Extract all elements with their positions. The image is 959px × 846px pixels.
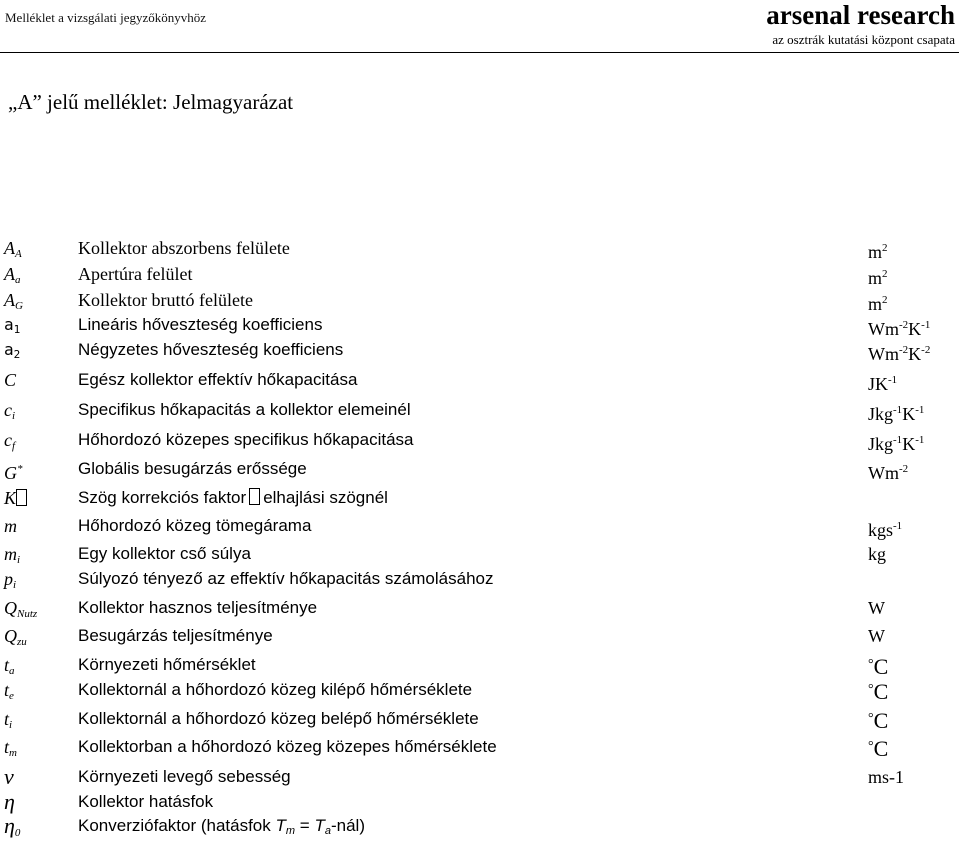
legend-row	[0, 427, 959, 453]
legend-symbol: $a_2$	[4, 340, 21, 361]
legend-symbol: $A_A$	[4, 238, 22, 260]
legend-description: Besugárzás teljesítménye	[78, 626, 273, 645]
legend-description: Kollektor hatásfok	[78, 792, 214, 811]
legend-unit: $Jkg^{-1}K^{-1}$	[868, 434, 925, 454]
legend-description: Hőhordozó közepes specifikus hőkapacitása	[78, 430, 414, 449]
legend-row	[0, 513, 959, 539]
legend-description: Egy kollektor cső súlya	[78, 544, 251, 563]
brand-name: arsenal research	[766, 0, 955, 30]
legend-symbol: K	[4, 485, 27, 511]
legend-row	[0, 337, 959, 363]
legend-unit: kg	[868, 544, 886, 564]
legend-symbol: $t_e$	[4, 680, 14, 702]
legend-unit: W	[868, 626, 885, 646]
legend-description: Kollektornál a hőhordozó közeg belépő hőmérséklete	[78, 709, 479, 728]
legend-unit: ms-1	[868, 767, 904, 787]
legend-row	[0, 235, 959, 261]
legend-row	[0, 541, 959, 567]
legend-row	[0, 789, 959, 815]
header-left-text: Melléklet a vizsgálati jegyzőkönyvhöz	[5, 10, 207, 25]
legend-row	[0, 367, 959, 393]
legend-row	[0, 764, 959, 790]
legend-description: Konverziófaktor (hatásfok $T_m$ = $T_a-nál$)	[78, 816, 365, 837]
legend-description: Szög korrekciós faktor elhajlási szögnél	[78, 488, 388, 507]
legend-unit: $JK^{-1}$	[868, 374, 898, 394]
legend-row	[0, 734, 959, 760]
legend-row	[0, 595, 959, 621]
header-brand-block	[766, 0, 955, 48]
legend-symbol: $c_i$	[4, 400, 16, 422]
brand-subtitle: az osztrák kutatási központ csapata	[772, 32, 955, 47]
degree-symbol: °	[868, 711, 874, 726]
legend-unit: kgs$^{-1}$	[868, 520, 903, 540]
legend-unit: °C	[868, 679, 889, 704]
legend-description: Hőhordozó közeg tömegárama	[78, 516, 312, 535]
missing-glyph-box	[16, 489, 27, 506]
legend-symbol: C	[4, 370, 17, 390]
legend-unit: $Wm^{-2}K^{-2}$	[868, 344, 931, 364]
legend-row	[0, 287, 959, 313]
legend-description: Környezeti hőmérséklet	[78, 655, 256, 674]
legend-symbol: $t_a$	[4, 655, 15, 677]
legend-row	[0, 312, 959, 338]
missing-glyph-box	[249, 488, 260, 505]
legend-symbol: ν	[4, 764, 14, 789]
legend-row	[0, 566, 959, 592]
legend-unit: °C	[868, 736, 889, 761]
degree-symbol: °	[868, 682, 874, 697]
legend-symbol: η	[4, 789, 15, 814]
legend-row	[0, 261, 959, 287]
legend-description: Kollektor abszorbens felülete	[78, 238, 290, 258]
legend-row	[0, 456, 959, 482]
legend-row	[0, 623, 959, 649]
legend-symbol: m	[4, 516, 17, 536]
legend-symbol: $m_i$	[4, 544, 21, 566]
header-divider	[0, 52, 959, 53]
legend-symbol: $c_f$	[4, 430, 16, 452]
legend-unit: °C	[868, 708, 889, 733]
legend-description: Kollektor hasznos teljesítménye	[78, 598, 318, 617]
legend-description: Környezeti levegő sebesség	[78, 767, 291, 786]
legend-unit: $m^2$	[868, 294, 888, 314]
legend-symbol: $p_i$	[4, 569, 17, 591]
legend-description: Súlyozó tényező az effektív hőkapacitás számolásához	[78, 569, 494, 588]
legend-symbol: $t_m$	[4, 737, 17, 759]
legend-description: Egész kollektor effektív hőkapacitása	[78, 370, 358, 389]
legend-description: Kollektor bruttó felülete	[78, 290, 253, 310]
degree-symbol: °	[868, 657, 874, 672]
legend-symbol: $\eta_0$	[4, 813, 21, 839]
legend-symbol: $A_a$	[4, 264, 21, 286]
legend-row	[0, 813, 959, 839]
legend-row	[0, 485, 959, 511]
legend-symbol: $Q_{Nutz}$	[4, 598, 38, 620]
legend-unit: W	[868, 598, 885, 618]
legend-row	[0, 677, 959, 703]
legend-symbol: $A_G$	[4, 290, 23, 312]
legend-symbol: G*	[4, 463, 23, 483]
legend-description: Kollektornál a hőhordozó közeg kilépő hőmérséklete	[78, 680, 473, 699]
legend-row	[0, 706, 959, 732]
legend-symbol: $a_1$	[4, 315, 21, 336]
legend-symbol: $t_i$	[4, 709, 13, 731]
legend-unit: °C	[868, 654, 889, 679]
legend-unit: $Wm^{-2}$	[868, 463, 909, 483]
legend-unit: $m^2$	[868, 242, 888, 262]
legend-description: Apertúra felület	[78, 264, 193, 284]
legend-unit: $m^2$	[868, 268, 888, 288]
legend-symbol: $Q_{zu}$	[4, 626, 27, 648]
legend-row	[0, 397, 959, 423]
page-title: „A” jelű melléklet: Jelmagyarázat	[8, 90, 294, 114]
legend-description: Négyzetes hőveszteség koefficiens	[78, 340, 344, 359]
legend-description: Kollektorban a hőhordozó közeg közepes hőmérséklete	[78, 737, 497, 756]
legend-description: Specifikus hőkapacitás a kollektor elemeinél	[78, 400, 411, 419]
legend-description: Lineáris hőveszteség koefficiens	[78, 315, 323, 334]
legend-unit: $Jkg^{-1}K^{-1}$	[868, 404, 925, 424]
legend-unit: $Wm^{-2}K^{-1}$	[868, 319, 931, 339]
legend-row	[0, 652, 959, 678]
degree-symbol: °	[868, 739, 874, 754]
legend-description: Globális besugárzás erőssége	[78, 459, 307, 478]
